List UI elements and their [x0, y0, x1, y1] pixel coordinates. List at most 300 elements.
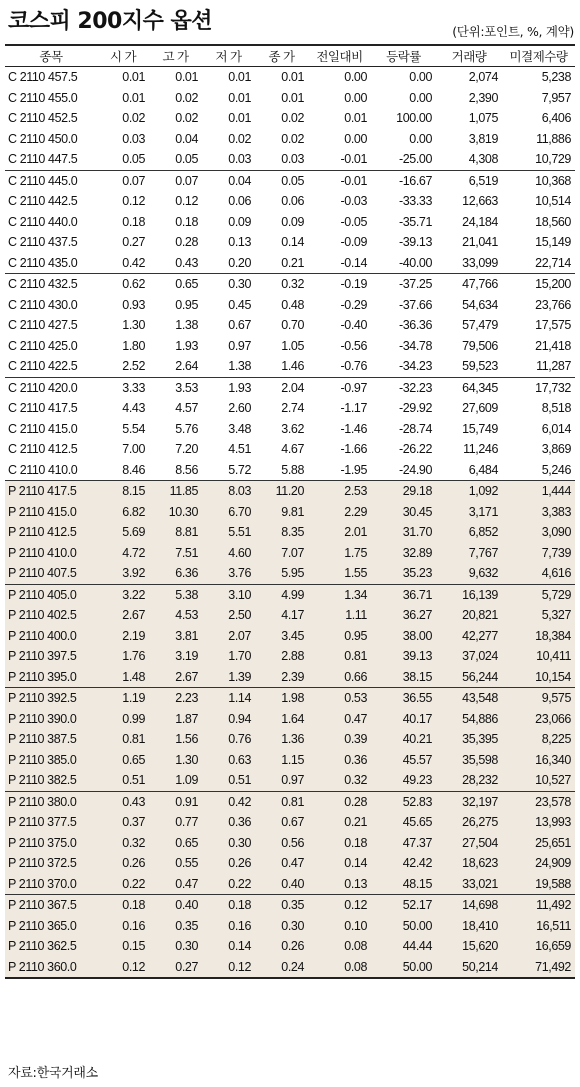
- row-change: 0.66: [308, 667, 371, 688]
- row-name: C 2110 430.0: [8, 297, 78, 312]
- row-open: 0.81: [97, 729, 149, 750]
- row-close: 0.02: [281, 131, 304, 146]
- column-header-high: 고 가: [149, 45, 202, 67]
- table-row: [5, 315, 575, 336]
- row-high: 1.56: [149, 729, 202, 750]
- row-volume: 20,821: [436, 605, 502, 626]
- row-volume: 35,395: [436, 729, 502, 750]
- row-open-interest: 13,993: [502, 812, 575, 833]
- row-change-rate: 36.55: [371, 688, 436, 709]
- table-row: [5, 729, 575, 750]
- table-row: [5, 356, 575, 377]
- row-low: 0.18: [202, 895, 255, 916]
- row-volume: 64,345: [462, 380, 498, 395]
- row-close: 0.30: [255, 916, 308, 937]
- row-name: P 2110 375.0: [5, 833, 97, 854]
- row-change: 0.08: [308, 957, 371, 979]
- row-open: 0.01: [122, 70, 145, 85]
- table-row: [5, 232, 575, 253]
- row-name: C 2110 440.0: [8, 214, 78, 229]
- table-row: [5, 667, 575, 688]
- row-change: -0.14: [308, 253, 371, 274]
- row-change: -0.76: [308, 356, 371, 377]
- table-row: [5, 688, 575, 709]
- table-row: [5, 895, 575, 916]
- row-open: 1.80: [122, 338, 145, 353]
- row-low: 2.50: [202, 605, 255, 626]
- row-low: 5.51: [202, 522, 255, 543]
- row-close: 1.05: [281, 338, 304, 353]
- row-volume: 54,634: [462, 297, 498, 312]
- row-high: 6.36: [149, 563, 202, 584]
- row-close: 0.40: [255, 874, 308, 895]
- row-volume: 33,021: [436, 874, 502, 895]
- row-name: C 2110 415.0: [8, 421, 78, 436]
- row-change: -0.97: [340, 380, 367, 395]
- row-name: P 2110 382.5: [5, 770, 97, 791]
- row-open: 0.16: [97, 916, 149, 937]
- row-close: 4.67: [281, 442, 304, 457]
- row-close: 7.07: [255, 543, 308, 564]
- row-high: 10.30: [149, 502, 202, 523]
- row-high: 0.65: [149, 833, 202, 854]
- row-high: 1.09: [149, 770, 202, 791]
- row-change-rate: 45.57: [371, 750, 436, 771]
- row-high: 0.02: [175, 90, 198, 105]
- row-open-interest: 10,514: [535, 194, 571, 209]
- row-volume: 27,609: [462, 401, 498, 416]
- table-body: [5, 67, 575, 979]
- row-close: 5.88: [255, 460, 308, 481]
- row-change: 2.53: [308, 481, 371, 502]
- row-open-interest: 23,766: [535, 297, 571, 312]
- row-low: 0.03: [202, 149, 255, 170]
- table-row: [5, 957, 575, 979]
- row-volume: 2,074: [468, 70, 498, 85]
- row-high: 0.30: [149, 936, 202, 957]
- row-close: 8.35: [255, 522, 308, 543]
- table-row: [5, 605, 575, 626]
- row-open-interest: 71,492: [502, 957, 575, 979]
- row-volume: 6,484: [436, 460, 502, 481]
- row-low: 1.38: [202, 356, 255, 377]
- row-change: -0.01: [340, 173, 367, 188]
- row-volume: 54,886: [436, 709, 502, 730]
- row-high: 3.81: [149, 626, 202, 647]
- row-name: P 2110 412.5: [5, 522, 97, 543]
- row-name: C 2110 427.5: [8, 318, 78, 333]
- row-high: 0.43: [149, 253, 202, 274]
- row-high: 0.91: [149, 791, 202, 812]
- row-volume: 15,749: [462, 421, 498, 436]
- row-change: 1.55: [308, 563, 371, 584]
- row-open-interest: 8,225: [502, 729, 575, 750]
- row-open: 8.46: [97, 460, 149, 481]
- row-open: 0.15: [97, 936, 149, 957]
- row-change: -0.56: [340, 338, 367, 353]
- row-high: 2.23: [149, 688, 202, 709]
- row-change: -0.40: [340, 318, 367, 333]
- row-volume: 47,766: [462, 277, 498, 292]
- row-open: 1.76: [97, 646, 149, 667]
- row-change: 0.00: [344, 90, 367, 105]
- row-change-rate: 40.21: [371, 729, 436, 750]
- row-change: -0.09: [340, 235, 367, 250]
- row-name: C 2110 432.5: [8, 277, 78, 292]
- row-high: 0.04: [175, 131, 198, 146]
- row-low: 3.76: [202, 563, 255, 584]
- row-name: C 2110 437.5: [8, 235, 78, 250]
- row-low: 0.30: [202, 833, 255, 854]
- row-high: 8.81: [149, 522, 202, 543]
- row-change: 0.39: [308, 729, 371, 750]
- row-high: 2.64: [149, 356, 202, 377]
- row-close: 1.36: [255, 729, 308, 750]
- row-open: 1.30: [122, 318, 145, 333]
- row-open-interest: 9,575: [502, 688, 575, 709]
- row-name: C 2110 452.5: [8, 111, 78, 126]
- row-close: 0.01: [281, 70, 304, 85]
- row-volume: 24,184: [462, 214, 498, 229]
- unit-note: (단위:포인트, %, 계약): [452, 24, 574, 39]
- row-volume: 32,197: [436, 791, 502, 812]
- row-name: P 2110 387.5: [5, 729, 97, 750]
- row-name: P 2110 397.5: [5, 646, 97, 667]
- row-open-interest: 15,149: [535, 235, 571, 250]
- row-open: 2.52: [97, 356, 149, 377]
- row-change: 0.00: [344, 70, 367, 85]
- row-open: 0.18: [97, 895, 149, 916]
- column-header-open: 시 가: [97, 45, 149, 67]
- row-open: 0.05: [97, 149, 149, 170]
- row-change: 0.21: [308, 812, 371, 833]
- row-open-interest: 16,659: [502, 936, 575, 957]
- row-close: 0.26: [255, 936, 308, 957]
- row-open-interest: 3,869: [541, 442, 571, 457]
- row-change: -1.17: [340, 401, 367, 416]
- row-open-interest: 15,200: [535, 277, 571, 292]
- row-change-rate: 47.37: [371, 833, 436, 854]
- row-open: 5.69: [97, 522, 149, 543]
- row-volume: 3,171: [436, 502, 502, 523]
- table-row: [5, 770, 575, 791]
- row-open: 4.43: [122, 401, 145, 416]
- row-open-interest: 10,729: [502, 149, 575, 170]
- row-close: 1.46: [255, 356, 308, 377]
- row-volume: 9,632: [436, 563, 502, 584]
- row-change: 0.01: [344, 111, 367, 126]
- table-row: [5, 149, 575, 170]
- row-change: 0.32: [308, 770, 371, 791]
- row-volume: 42,277: [436, 626, 502, 647]
- row-high: 0.01: [175, 70, 198, 85]
- table-row: [5, 212, 575, 233]
- row-volume: 16,139: [436, 584, 502, 605]
- row-change-rate: 0.00: [409, 131, 432, 146]
- row-low: 0.04: [228, 173, 251, 188]
- row-close: 2.74: [281, 401, 304, 416]
- row-open-interest: 5,327: [502, 605, 575, 626]
- row-change-rate: -25.00: [371, 149, 436, 170]
- row-open-interest: 24,909: [502, 853, 575, 874]
- row-open-interest: 11,886: [536, 131, 571, 146]
- row-close: 5.95: [255, 563, 308, 584]
- row-high: 0.55: [149, 853, 202, 874]
- row-open-interest: 18,560: [535, 214, 571, 229]
- row-low: 4.60: [202, 543, 255, 564]
- row-close: 0.67: [255, 812, 308, 833]
- row-change-rate: -28.74: [398, 421, 432, 436]
- row-volume: 1,092: [436, 481, 502, 502]
- row-volume: 59,523: [436, 356, 502, 377]
- row-name: P 2110 407.5: [5, 563, 97, 584]
- row-open: 0.99: [97, 709, 149, 730]
- row-open-interest: 10,527: [502, 770, 575, 791]
- row-open-interest: 3,090: [502, 522, 575, 543]
- table-row: [5, 522, 575, 543]
- row-volume: 6,519: [468, 173, 498, 188]
- row-low: 0.12: [202, 957, 255, 979]
- row-open-interest: 5,246: [502, 460, 575, 481]
- row-change-rate: -34.23: [371, 356, 436, 377]
- row-change: -0.19: [340, 277, 367, 292]
- row-open: 0.12: [122, 194, 145, 209]
- row-low: 6.70: [202, 502, 255, 523]
- row-change-rate: -35.71: [398, 214, 432, 229]
- row-high: 1.93: [175, 338, 198, 353]
- row-volume: 7,767: [436, 543, 502, 564]
- row-high: 0.77: [149, 812, 202, 833]
- row-change-rate: 49.23: [371, 770, 436, 791]
- row-low: 0.02: [228, 131, 251, 146]
- row-change: -0.01: [308, 149, 371, 170]
- row-name: P 2110 417.5: [5, 481, 97, 502]
- row-open-interest: 19,588: [502, 874, 575, 895]
- row-change-rate: -33.33: [398, 194, 432, 209]
- row-high: 0.28: [175, 235, 198, 250]
- row-name: P 2110 372.5: [5, 853, 97, 874]
- row-volume: 18,623: [436, 853, 502, 874]
- row-open-interest: 11,287: [502, 356, 575, 377]
- row-high: 11.85: [149, 481, 202, 502]
- row-open-interest: 3,383: [502, 502, 575, 523]
- row-high: 3.53: [175, 380, 198, 395]
- table-row: [5, 253, 575, 274]
- row-volume: 1,075: [468, 111, 498, 126]
- row-name: C 2110 435.0: [5, 253, 97, 274]
- column-header-close: 종 가: [255, 45, 308, 67]
- row-change: -0.05: [340, 214, 367, 229]
- row-change: 0.95: [308, 626, 371, 647]
- row-low: 0.45: [228, 297, 251, 312]
- row-change-rate: -26.22: [398, 442, 432, 457]
- row-open-interest: 5,238: [541, 70, 571, 85]
- row-close: 0.03: [255, 149, 308, 170]
- row-name: P 2110 367.5: [5, 895, 97, 916]
- row-open: 1.48: [97, 667, 149, 688]
- column-header-low: 저 가: [202, 45, 255, 67]
- row-open-interest: 4,616: [502, 563, 575, 584]
- row-high: 0.12: [175, 194, 198, 209]
- row-volume: 21,041: [462, 235, 498, 250]
- row-name: C 2110 422.5: [5, 356, 97, 377]
- row-close: 1.64: [255, 709, 308, 730]
- row-volume: 56,244: [436, 667, 502, 688]
- row-low: 0.22: [202, 874, 255, 895]
- column-header-volume: 거래량: [436, 45, 502, 67]
- row-volume: 43,548: [436, 688, 502, 709]
- row-volume: 26,275: [436, 812, 502, 833]
- row-name: C 2110 420.0: [8, 380, 78, 395]
- row-low: 0.51: [202, 770, 255, 791]
- row-open-interest: 7,739: [502, 543, 575, 564]
- row-change-rate: 40.17: [371, 709, 436, 730]
- row-change-rate: 45.65: [371, 812, 436, 833]
- row-change: 0.18: [308, 833, 371, 854]
- table-row: [5, 419, 575, 440]
- row-change: 0.12: [308, 895, 371, 916]
- row-change-rate: -39.13: [398, 235, 432, 250]
- row-name: C 2110 457.5: [8, 70, 78, 85]
- row-change: 0.10: [308, 916, 371, 937]
- row-change-rate: 0.00: [409, 90, 432, 105]
- row-volume: 57,479: [462, 318, 498, 333]
- row-low: 1.14: [202, 688, 255, 709]
- row-open-interest: 10,411: [502, 646, 575, 667]
- row-open: 5.54: [122, 421, 145, 436]
- row-open: 8.15: [97, 481, 149, 502]
- row-high: 0.18: [175, 214, 198, 229]
- row-open: 0.32: [97, 833, 149, 854]
- row-close: 0.14: [281, 235, 304, 250]
- row-low: 0.01: [228, 111, 251, 126]
- row-change: 1.75: [308, 543, 371, 564]
- row-close: 2.39: [255, 667, 308, 688]
- table-row: [5, 916, 575, 937]
- row-low: 1.39: [202, 667, 255, 688]
- row-open: 0.18: [122, 214, 145, 229]
- row-change: 2.01: [308, 522, 371, 543]
- row-low: 0.14: [202, 936, 255, 957]
- row-name: C 2110 447.5: [5, 149, 97, 170]
- row-change-rate: -29.92: [398, 401, 432, 416]
- row-low: 0.13: [228, 235, 251, 250]
- row-open-interest: 23,578: [502, 791, 575, 812]
- row-volume: 35,598: [436, 750, 502, 771]
- table-row: [5, 439, 575, 460]
- table-row: [5, 874, 575, 895]
- row-open-interest: 17,575: [535, 318, 571, 333]
- row-change: -0.29: [340, 297, 367, 312]
- row-low: 1.93: [228, 380, 251, 395]
- table-row: [5, 563, 575, 584]
- row-close: 0.06: [281, 194, 304, 209]
- row-volume: 6,852: [436, 522, 502, 543]
- row-open-interest: 21,418: [535, 338, 571, 353]
- row-open: 0.02: [122, 111, 145, 126]
- row-change-rate: 100.00: [396, 111, 432, 126]
- row-change-rate: -32.23: [398, 380, 432, 395]
- row-change: 0.13: [308, 874, 371, 895]
- row-change: -1.95: [308, 460, 371, 481]
- row-open: 3.33: [122, 380, 145, 395]
- row-change: 2.29: [308, 502, 371, 523]
- row-volume: 4,308: [436, 149, 502, 170]
- row-volume: 3,819: [468, 131, 498, 146]
- row-change-rate: -37.66: [398, 297, 432, 312]
- row-open: 0.43: [97, 791, 149, 812]
- row-close: 0.48: [281, 297, 304, 312]
- row-name: P 2110 390.0: [5, 709, 97, 730]
- table-row: [5, 833, 575, 854]
- row-open: 2.19: [97, 626, 149, 647]
- row-close: 2.04: [281, 380, 304, 395]
- row-name: C 2110 412.5: [8, 442, 78, 457]
- row-name: P 2110 395.0: [5, 667, 97, 688]
- row-change: -1.66: [340, 442, 367, 457]
- row-open-interest: 17,732: [535, 380, 571, 395]
- row-open-interest: 11,492: [502, 895, 575, 916]
- row-low: 0.30: [228, 277, 251, 292]
- row-open: 0.42: [97, 253, 149, 274]
- table-row: [5, 170, 575, 191]
- row-open-interest: 5,729: [502, 584, 575, 605]
- row-name: C 2110 445.0: [8, 173, 78, 188]
- row-open-interest: 6,406: [541, 111, 571, 126]
- row-name: P 2110 377.5: [5, 812, 97, 833]
- row-close: 0.97: [255, 770, 308, 791]
- row-change-rate: 44.44: [371, 936, 436, 957]
- row-open: 7.00: [122, 442, 145, 457]
- table-row: [5, 129, 575, 150]
- row-high: 0.65: [175, 277, 198, 292]
- row-low: 0.42: [202, 791, 255, 812]
- row-name: P 2110 405.0: [5, 584, 97, 605]
- source-note: 자료:한국거래소: [8, 1066, 98, 1081]
- row-open-interest: 22,714: [502, 253, 575, 274]
- row-high: 0.02: [175, 111, 198, 126]
- row-change: 0.00: [344, 131, 367, 146]
- table-row: [5, 750, 575, 771]
- row-close: 0.47: [255, 853, 308, 874]
- table-row: [5, 626, 575, 647]
- row-change: 0.08: [308, 936, 371, 957]
- row-close: 3.45: [255, 626, 308, 647]
- row-high: 0.95: [175, 297, 198, 312]
- row-name: P 2110 385.0: [5, 750, 97, 771]
- row-volume: 12,663: [462, 194, 498, 209]
- row-name: C 2110 442.5: [8, 194, 78, 209]
- row-open: 0.26: [97, 853, 149, 874]
- row-change-rate: 50.00: [371, 916, 436, 937]
- row-low: 3.10: [202, 584, 255, 605]
- row-open: 6.82: [97, 502, 149, 523]
- row-high: 1.87: [149, 709, 202, 730]
- row-open-interest: 1,444: [502, 481, 575, 502]
- row-high: 5.76: [175, 421, 198, 436]
- row-volume: 33,099: [436, 253, 502, 274]
- row-close: 0.09: [281, 214, 304, 229]
- row-low: 0.36: [202, 812, 255, 833]
- row-high: 0.35: [149, 916, 202, 937]
- row-open: 3.92: [97, 563, 149, 584]
- table-row: [5, 398, 575, 419]
- row-volume: 50,214: [436, 957, 502, 979]
- row-open-interest: 10,154: [502, 667, 575, 688]
- row-name: P 2110 392.5: [5, 688, 97, 709]
- row-open: 0.93: [122, 297, 145, 312]
- row-open: 0.65: [97, 750, 149, 771]
